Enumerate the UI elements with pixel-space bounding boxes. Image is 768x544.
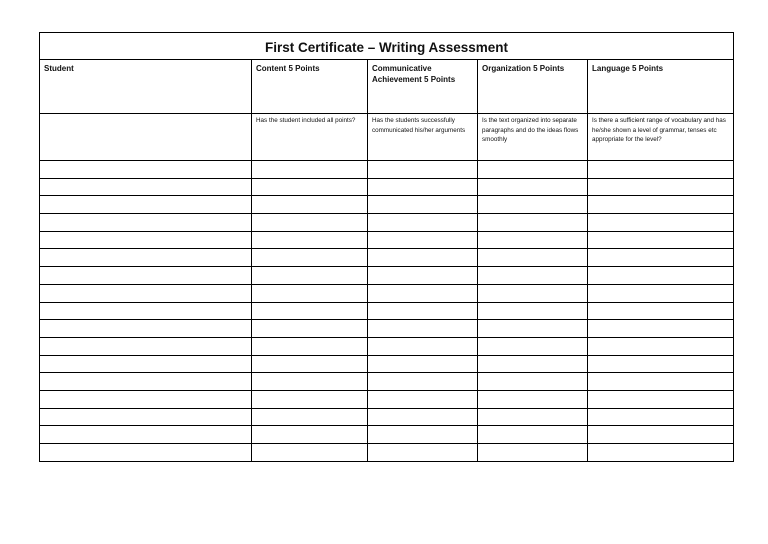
table-cell	[40, 355, 252, 373]
table-cell	[588, 444, 734, 462]
table-cell	[40, 337, 252, 355]
table-cell	[588, 214, 734, 232]
table-row	[40, 390, 734, 408]
table-cell	[588, 320, 734, 338]
table-cell	[368, 426, 478, 444]
table-cell	[252, 320, 368, 338]
table-row	[40, 178, 734, 196]
header-row	[40, 60, 734, 114]
table-cell	[40, 178, 252, 196]
table-cell	[252, 373, 368, 391]
column-description	[40, 114, 251, 116]
table-cell	[478, 355, 588, 373]
table-cell	[40, 390, 252, 408]
column-description: Has the students successfully communicated his/her arguments	[372, 117, 466, 134]
table-cell	[368, 444, 478, 462]
table-cell	[40, 320, 252, 338]
table-cell	[252, 178, 368, 196]
table-cell	[588, 408, 734, 426]
table-cell	[368, 284, 478, 302]
table-cell	[478, 267, 588, 285]
column-description: Has the student included all points?	[256, 117, 356, 124]
table-cell	[40, 426, 252, 444]
table-cell	[588, 178, 734, 196]
table-cell	[478, 426, 588, 444]
table-cell	[588, 337, 734, 355]
table-cell	[40, 231, 252, 249]
table-cell	[368, 355, 478, 373]
description-cell-student	[40, 114, 252, 161]
table-cell	[588, 196, 734, 214]
column-header: Language 5 Points	[592, 64, 664, 73]
table-cell	[40, 196, 252, 214]
header-cell-language	[588, 60, 734, 114]
table-cell	[368, 320, 478, 338]
table-cell	[478, 337, 588, 355]
table-cell	[588, 231, 734, 249]
table-row	[40, 249, 734, 267]
table-row	[40, 302, 734, 320]
description-cell-organization	[478, 114, 588, 161]
document-title: First Certificate – Writing Assessment	[40, 33, 734, 60]
table-cell	[40, 214, 252, 232]
table-cell	[40, 249, 252, 267]
table-cell	[368, 337, 478, 355]
table-cell	[478, 302, 588, 320]
table-cell	[40, 267, 252, 285]
assessment-table	[39, 32, 734, 462]
table-cell	[478, 390, 588, 408]
table-cell	[252, 302, 368, 320]
table-cell	[252, 231, 368, 249]
table-cell	[40, 373, 252, 391]
table-cell	[368, 302, 478, 320]
table-cell	[588, 355, 734, 373]
title-row	[40, 33, 734, 60]
table-cell	[478, 373, 588, 391]
description-cell-content	[252, 114, 368, 161]
table-cell	[252, 390, 368, 408]
table-cell	[588, 302, 734, 320]
table-row	[40, 267, 734, 285]
table-row	[40, 161, 734, 179]
table-cell	[368, 249, 478, 267]
table-cell	[478, 161, 588, 179]
header-cell-organization	[478, 60, 588, 114]
table-row	[40, 337, 734, 355]
table-cell	[478, 284, 588, 302]
table-cell	[368, 231, 478, 249]
column-description: Is there a sufficient range of vocabulary and has he/she shown a level of grammar, tenses etc appropriate for the level?	[592, 117, 726, 144]
table-row	[40, 373, 734, 391]
table-cell	[478, 196, 588, 214]
column-header: Student	[44, 64, 74, 73]
table-cell	[368, 390, 478, 408]
table-row	[40, 284, 734, 302]
table-cell	[588, 373, 734, 391]
table-cell	[478, 249, 588, 267]
table-row	[40, 355, 734, 373]
table-cell	[478, 320, 588, 338]
table-cell	[252, 249, 368, 267]
table-cell	[368, 178, 478, 196]
table-cell	[368, 267, 478, 285]
table-cell	[40, 302, 252, 320]
table-cell	[368, 161, 478, 179]
table-cell	[252, 408, 368, 426]
table-cell	[588, 426, 734, 444]
table-cell	[368, 408, 478, 426]
table-cell	[478, 178, 588, 196]
table-cell	[478, 214, 588, 232]
description-cell-language	[588, 114, 734, 161]
table-cell	[368, 373, 478, 391]
description-cell-communicative-achievement	[368, 114, 478, 161]
table-cell	[588, 267, 734, 285]
table-row	[40, 196, 734, 214]
table-row	[40, 444, 734, 462]
table-row	[40, 214, 734, 232]
table-cell	[252, 267, 368, 285]
table-cell	[368, 196, 478, 214]
table-cell	[252, 284, 368, 302]
table-cell	[588, 161, 734, 179]
table-cell	[478, 231, 588, 249]
table-row	[40, 426, 734, 444]
header-cell-communicative-achievement	[368, 60, 478, 114]
column-header: Communicative Achievement 5 Points	[372, 64, 456, 84]
table-cell	[478, 444, 588, 462]
table-cell	[40, 444, 252, 462]
description-row	[40, 114, 734, 161]
table-cell	[252, 196, 368, 214]
column-header: Organization 5 Points	[482, 64, 565, 73]
table-row	[40, 408, 734, 426]
column-header: Content 5 Points	[256, 64, 320, 73]
table-cell	[252, 444, 368, 462]
table-cell	[252, 214, 368, 232]
table-cell	[252, 337, 368, 355]
header-cell-content	[252, 60, 368, 114]
table-cell	[40, 408, 252, 426]
table-cell	[252, 426, 368, 444]
table-cell	[252, 161, 368, 179]
table-cell	[40, 284, 252, 302]
table-cell	[252, 355, 368, 373]
header-cell-student	[40, 60, 252, 114]
table-cell	[588, 390, 734, 408]
table-row	[40, 320, 734, 338]
table-cell	[588, 249, 734, 267]
table-cell	[40, 161, 252, 179]
table-cell	[368, 214, 478, 232]
column-description: Is the text organized into separate paragraphs and do the ideas flows smoothly	[482, 117, 579, 144]
table-cell	[588, 284, 734, 302]
table-cell	[478, 408, 588, 426]
table-row	[40, 231, 734, 249]
